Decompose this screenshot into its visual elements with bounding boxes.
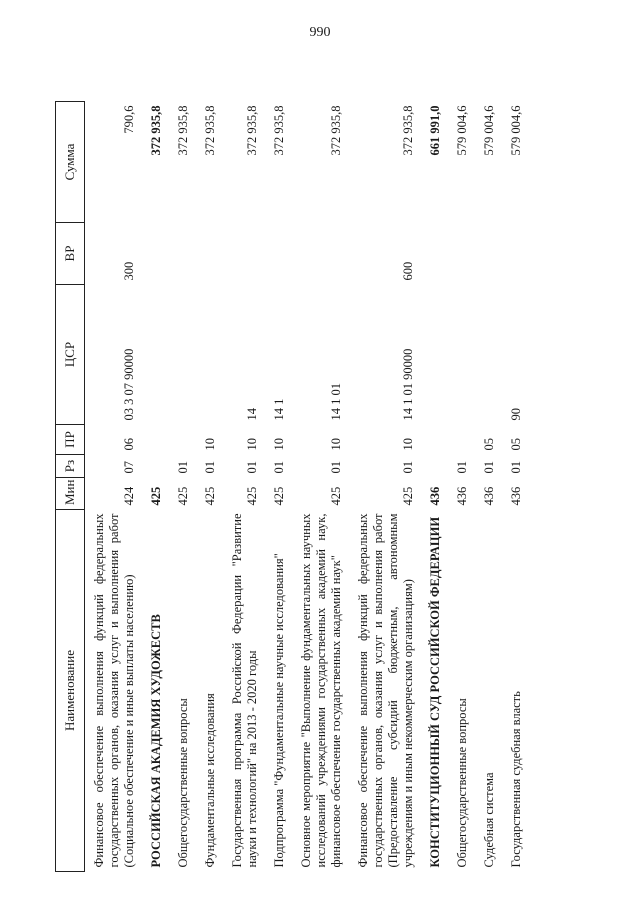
header-vr: ВР bbox=[56, 223, 85, 285]
table-row bbox=[502, 102, 529, 872]
header-rz: Рз bbox=[56, 455, 85, 478]
cell-csr bbox=[196, 285, 223, 425]
cell-min: 425 bbox=[149, 486, 163, 506]
cell-pr: 10 bbox=[245, 438, 259, 451]
cell-pr bbox=[142, 425, 169, 455]
cell-rz: 01 bbox=[401, 461, 415, 474]
cell-name: Основное мероприятие "Выполнение фундаментальных научных исследований учреждениями государственных академий наук, финансовое обеспечение государственных академий наук" bbox=[299, 513, 343, 868]
cell-pr: 10 bbox=[203, 438, 217, 451]
table-row bbox=[421, 102, 448, 872]
cell-vr bbox=[292, 223, 349, 285]
header-sum: Сумма bbox=[56, 102, 85, 223]
cell-min: 425 bbox=[272, 486, 286, 506]
cell-csr: 03 3 07 90000 bbox=[122, 348, 136, 421]
cell-csr bbox=[421, 285, 448, 425]
cell-csr: 90 bbox=[509, 408, 523, 421]
cell-csr bbox=[142, 285, 169, 425]
cell-vr bbox=[142, 223, 169, 285]
header-min: Мин bbox=[56, 478, 85, 510]
cell-rz: 01 bbox=[482, 461, 496, 474]
cell-rz bbox=[142, 455, 169, 478]
cell-min: 436 bbox=[509, 486, 523, 506]
cell-rz: 01 bbox=[329, 461, 343, 474]
cell-vr bbox=[265, 223, 292, 285]
header-pr: ПР bbox=[56, 425, 85, 455]
cell-min: 436 bbox=[455, 486, 469, 506]
cell-min: 425 bbox=[203, 486, 217, 506]
cell-name: Государственная судебная власть bbox=[509, 691, 523, 868]
table-row bbox=[265, 102, 292, 872]
cell-vr bbox=[196, 223, 223, 285]
budget-table bbox=[55, 101, 529, 872]
cell-name: Общегосударственные вопросы bbox=[176, 698, 190, 868]
table-row bbox=[169, 102, 196, 872]
cell-sum: 372 935,8 bbox=[272, 105, 286, 156]
cell-name: Общегосударственные вопросы bbox=[455, 698, 469, 868]
cell-vr bbox=[421, 223, 448, 285]
cell-sum: 661 991,0 bbox=[428, 105, 442, 156]
table-row bbox=[223, 102, 265, 872]
table-row bbox=[142, 102, 169, 872]
cell-rz: 07 bbox=[122, 461, 136, 474]
cell-name: Финансовое обеспечение выполнения функций федеральных государственных органов, оказания услуг и выполнения работ (Предоставление субсидий бюджетным, автономным учреждениям и иным некоммерческим организациям) bbox=[356, 513, 415, 868]
cell-rz: 01 bbox=[272, 461, 286, 474]
cell-pr bbox=[421, 425, 448, 455]
cell-min: 425 bbox=[329, 486, 343, 506]
cell-pr: 10 bbox=[401, 438, 415, 451]
cell-pr: 10 bbox=[329, 438, 343, 451]
cell-csr: 14 1 01 bbox=[329, 383, 343, 421]
cell-name: Подпрограмма "Фундаментальные научные исследования" bbox=[272, 553, 286, 868]
cell-vr bbox=[223, 223, 265, 285]
header-csr: ЦСР bbox=[56, 285, 85, 425]
cell-name: Фундаментальные исследования bbox=[203, 693, 217, 868]
table-row bbox=[292, 102, 349, 872]
cell-name: Финансовое обеспечение выполнения функций федеральных государственных органов, оказания услуг и выполнения работ (Социальное обеспечение и иные выплаты населению) bbox=[92, 513, 136, 868]
cell-csr bbox=[169, 285, 196, 425]
header-name: Наименование bbox=[56, 510, 85, 872]
cell-pr: 06 bbox=[122, 438, 136, 451]
cell-sum: 579 004,6 bbox=[455, 105, 469, 156]
cell-sum: 372 935,8 bbox=[245, 105, 259, 156]
page-number: 990 bbox=[309, 25, 331, 40]
cell-name: КОНСТИТУЦИОННЫЙ СУД РОССИЙСКОЙ ФЕДЕРАЦИИ bbox=[428, 516, 442, 868]
cell-min: 425 bbox=[401, 486, 415, 506]
cell-rz: 01 bbox=[245, 461, 259, 474]
cell-rz: 01 bbox=[176, 461, 190, 474]
cell-csr: 14 1 01 90000 bbox=[401, 348, 415, 421]
cell-sum: 790,6 bbox=[122, 105, 136, 134]
table-row bbox=[85, 102, 143, 872]
table-body bbox=[85, 102, 530, 872]
cell-pr: 05 bbox=[509, 438, 523, 451]
cell-rz: 01 bbox=[509, 461, 523, 474]
cell-name: Государственная программа Российской Федерации "Развитие науки и технологий" на 2013 - 2020 годы bbox=[230, 513, 259, 868]
rotated-table-container bbox=[55, 102, 585, 872]
cell-rz: 01 bbox=[455, 461, 469, 474]
cell-pr: 05 bbox=[482, 438, 496, 451]
cell-vr bbox=[475, 223, 502, 285]
cell-sum: 372 935,8 bbox=[401, 105, 415, 156]
table-header bbox=[56, 102, 85, 872]
cell-min: 436 bbox=[482, 486, 496, 506]
cell-csr: 14 bbox=[245, 408, 259, 421]
cell-pr: 10 bbox=[272, 438, 286, 451]
cell-csr bbox=[475, 285, 502, 425]
cell-rz: 01 bbox=[203, 461, 217, 474]
cell-sum: 579 004,6 bbox=[509, 105, 523, 156]
cell-csr bbox=[448, 285, 475, 425]
cell-vr bbox=[502, 223, 529, 285]
table-row bbox=[349, 102, 421, 872]
cell-sum: 579 004,6 bbox=[482, 105, 496, 156]
cell-pr bbox=[448, 425, 475, 455]
cell-pr bbox=[169, 425, 196, 455]
cell-min: 424 bbox=[122, 486, 136, 506]
cell-min: 425 bbox=[176, 486, 190, 506]
cell-name: Судебная система bbox=[482, 772, 496, 868]
cell-rz bbox=[421, 455, 448, 478]
cell-min: 425 bbox=[245, 486, 259, 506]
table-row bbox=[475, 102, 502, 872]
cell-sum: 372 935,8 bbox=[149, 105, 163, 156]
table-row bbox=[448, 102, 475, 872]
cell-sum: 372 935,8 bbox=[203, 105, 217, 156]
cell-min: 436 bbox=[428, 486, 442, 506]
cell-sum: 372 935,8 bbox=[176, 105, 190, 156]
cell-vr: 600 bbox=[401, 261, 415, 281]
cell-vr bbox=[448, 223, 475, 285]
cell-vr bbox=[169, 223, 196, 285]
cell-vr: 300 bbox=[122, 261, 136, 281]
cell-name: РОССИЙСКАЯ АКАДЕМИЯ ХУДОЖЕСТВ bbox=[149, 614, 163, 868]
cell-sum: 372 935,8 bbox=[329, 105, 343, 156]
table-row bbox=[196, 102, 223, 872]
cell-csr: 14 1 bbox=[272, 398, 286, 421]
